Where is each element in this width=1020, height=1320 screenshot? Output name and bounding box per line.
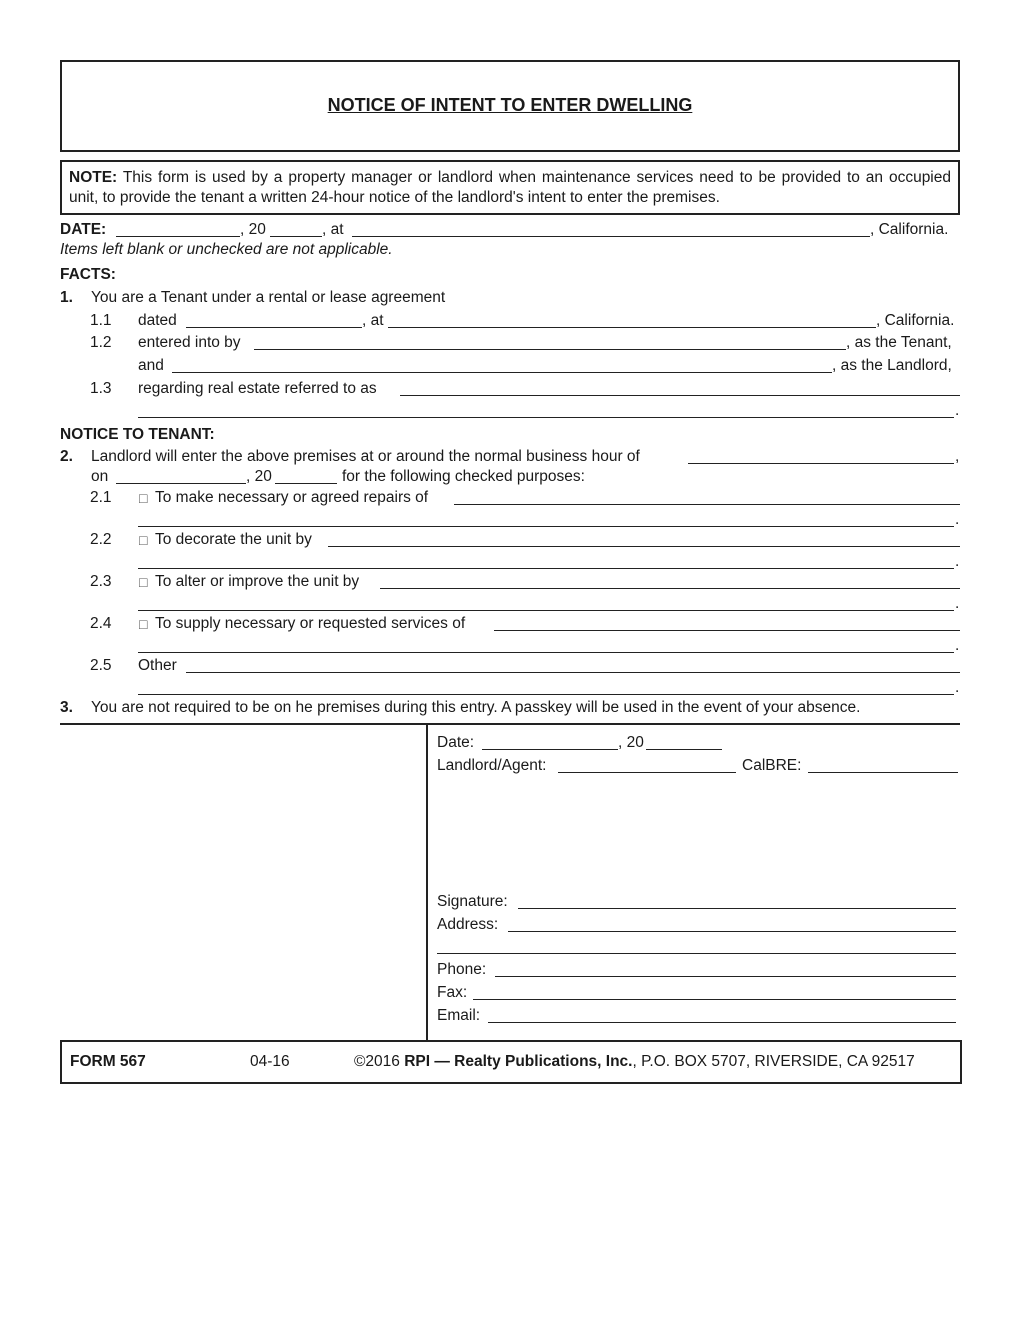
item2-purposes: for the following checked purposes: [342,468,585,485]
entry-year-field[interactable] [275,483,337,484]
footer-copyright-prefix: ©2016 [354,1053,405,1070]
item2-comma-20: , 20 [246,468,272,485]
footer-revision: 04-16 [250,1053,290,1070]
s21-text: To make necessary or agreed repairs of [155,489,429,506]
date-comma-at: , at [322,221,344,238]
entry-date-field[interactable] [116,483,246,484]
item1-text: You are a Tenant under a rental or lease agreement [91,289,446,306]
sig-address-label: Address: [437,916,499,933]
s24-num: 2.4 [90,615,112,632]
date-year-field[interactable] [270,236,322,237]
s12-landlord-field[interactable] [172,372,832,373]
s12-tenant: , as the Tenant, [846,334,952,351]
s11-location-field[interactable] [388,327,876,328]
s24-checkbox[interactable]: □ [139,616,148,632]
s24-text: To supply necessary or requested services of [155,615,466,632]
s13-period: . [955,402,960,419]
s11-date-field[interactable] [186,327,362,328]
sig-fax-label: Fax: [437,984,468,1001]
sig-date-field[interactable] [482,749,618,750]
s25-period: . [955,679,960,696]
s24-period: . [955,637,960,654]
s25-num: 2.5 [90,657,112,674]
s23-period: . [955,595,960,612]
s24-field-2[interactable] [138,652,954,653]
s12-num: 1.2 [90,334,112,351]
date-field[interactable] [116,236,240,237]
sig-year-field[interactable] [646,749,722,750]
note-body: This form is used by a property manager or landlord when maintenance services need to be provided to an occupied unit, to provide the tenant a written 24-hour notice of the landlord's intent to enter the premises. [69,169,951,206]
sig-agent-label: Landlord/Agent: [437,757,547,774]
s13-text: regarding real estate referred to as [138,380,377,397]
s23-checkbox[interactable]: □ [139,574,148,590]
s22-field-1[interactable] [328,546,960,547]
sig-calbre-label: CalBRE: [742,757,802,774]
s22-text: To decorate the unit by [155,531,312,548]
sig-date-label: Date: [437,734,475,751]
footer-publisher: RPI — Realty Publications, Inc. [404,1053,633,1070]
s21-checkbox[interactable]: □ [139,490,148,506]
s21-period: . [955,511,960,528]
footer-copyright [354,1053,915,1071]
signature-divider-vertical [426,724,428,1040]
date-label: DATE: [60,221,107,238]
footer-address: , P.O. BOX 5707, RIVERSIDE, CA 92517 [632,1053,915,1070]
s21-field-1[interactable] [454,504,960,505]
s13-field-2[interactable] [138,417,954,418]
date-comma-20: , 20 [240,221,266,238]
s13-field-1[interactable] [400,395,960,396]
date-california: , California. [870,221,949,238]
s22-num: 2.2 [90,531,112,548]
sig-phone-field[interactable] [495,976,956,977]
s22-period: . [955,553,960,570]
s21-num: 2.1 [90,489,112,506]
blank-notice: Items left blank or unchecked are not applicable. [60,241,393,258]
item3-text: You are not required to be on he premises during this entry. A passkey will be used in the event of your absence. [91,699,861,716]
sig-email-label: Email: [437,1007,481,1024]
s23-field-2[interactable] [138,610,954,611]
date-location-field[interactable] [352,236,870,237]
s12-tenant-field[interactable] [254,349,846,350]
sig-signature-label: Signature: [437,893,508,910]
sig-address-field-1[interactable] [508,931,956,932]
s21-field-2[interactable] [138,526,954,527]
notice-heading: NOTICE TO TENANT: [60,426,215,443]
s23-num: 2.3 [90,573,112,590]
s11-num: 1.1 [90,312,112,329]
item3-num: 3. [60,699,73,716]
sig-date-comma-20: , 20 [618,734,644,751]
page-title: NOTICE OF INTENT TO ENTER DWELLING [327,95,693,115]
footer-form-number: FORM 567 [70,1053,146,1070]
sig-signature-field[interactable] [518,908,956,909]
s22-field-2[interactable] [138,568,954,569]
s25-field-2[interactable] [138,694,954,695]
facts-heading: FACTS: [60,266,116,283]
s25-field-1[interactable] [186,672,960,673]
sig-calbre-field[interactable] [808,772,958,773]
sig-phone-label: Phone: [437,961,487,978]
s24-field-1[interactable] [494,630,960,631]
sig-address-field-2[interactable] [437,953,956,954]
note-label: NOTE: [69,169,118,186]
item2-text: Landlord will enter the above premises at or around the normal business hour of [91,448,640,465]
item2-on: on [91,468,109,485]
s13-num: 1.3 [90,380,112,397]
s23-field-1[interactable] [380,588,960,589]
s12-landlord: , as the Landlord, [832,357,952,374]
sig-email-field[interactable] [488,1022,956,1023]
s22-checkbox[interactable]: □ [139,532,148,548]
s11-at: , at [362,312,384,329]
s25-text: Other [138,657,177,674]
sig-agent-field[interactable] [558,772,736,773]
s12-entered: entered into by [138,334,241,351]
item1-num: 1. [60,289,73,306]
signature-divider-top [60,723,960,725]
note-text [69,168,951,208]
sig-fax-field[interactable] [473,999,956,1000]
s11-dated: dated [138,312,177,329]
item2-num: 2. [60,448,73,465]
item2-comma: , [955,448,960,465]
business-hour-field[interactable] [688,463,954,464]
s11-california: , California. [876,312,955,329]
s23-text: To alter or improve the unit by [155,573,360,590]
s12-and: and [138,357,164,374]
